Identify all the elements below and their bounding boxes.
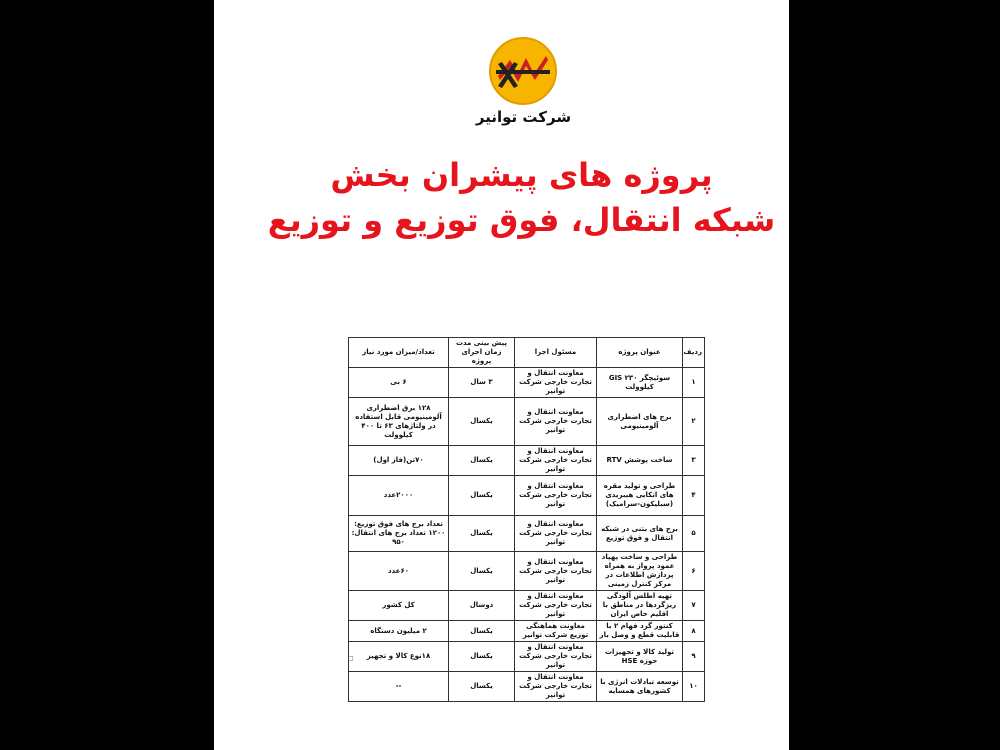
page-title-line1: پروژه های پیشران بخش — [330, 156, 713, 194]
cell-duration: یکسال — [449, 398, 515, 446]
cell-quantity: ۲۰۰۰عدد — [349, 476, 449, 516]
cell-responsible: معاونت انتقال و تجارت خارجی شرکت توانیر — [515, 516, 597, 552]
header-duration: پیش بینی مدت زمان اجرای پروژه — [449, 338, 515, 368]
cell-duration: یکسال — [449, 552, 515, 591]
cell-project: توسعه تبادلات انرژی با کشورهای همسایه — [597, 672, 683, 702]
cell-project: تهیه اطلس آلودگی ریزگردها در مناطق با اقلیم خاص ایران — [597, 591, 683, 621]
cell-row-no: ۳ — [683, 446, 705, 476]
cell-duration: یکسال — [449, 672, 515, 702]
table-row — [349, 446, 705, 476]
table-row — [349, 621, 705, 642]
cell-row-no: ۴ — [683, 476, 705, 516]
cell-row-no: ۵ — [683, 516, 705, 552]
cell-project: کنتور گرد فهام ۲ با قابلیت قطع و وصل بار — [597, 621, 683, 642]
cell-responsible: معاونت انتقال و تجارت خارجی شرکت توانیر — [515, 552, 597, 591]
company-name: شرکت توانیر — [475, 108, 572, 126]
cell-responsible: معاونت انتقال و تجارت خارجی شرکت توانیر — [515, 591, 597, 621]
cell-quantity: ۷۰تن(فاز اول) — [349, 446, 449, 476]
page-title-line2: شبکه انتقال، فوق توزیع و توزیع — [267, 201, 776, 239]
header-responsible: مسئول اجرا — [515, 338, 597, 368]
table-corner-mark: □ — [348, 655, 354, 662]
table-row — [349, 368, 705, 398]
header-quantity: تعداد/میزان مورد نیاز — [349, 338, 449, 368]
cell-quantity: تعداد برج های فوق توزیع: ۱۲۰۰ تعداد برج های انتقال: ۹۵۰ — [349, 516, 449, 552]
cell-quantity: ۶ بی — [349, 368, 449, 398]
cell-project: سوئیچگر GIS ۲۳۰ کیلوولت — [597, 368, 683, 398]
document-page — [214, 0, 789, 750]
header-project: عنوان پروژه — [597, 338, 683, 368]
cell-duration: یکسال — [449, 476, 515, 516]
cell-row-no: ۱۰ — [683, 672, 705, 702]
cell-duration: دوسال — [449, 591, 515, 621]
cell-project: طراحی و ساخت پهپاد عمود پرواز به همراه پردازش اطلاعات در مرکز کنترل زمینی — [597, 552, 683, 591]
cell-duration: ۳ سال — [449, 368, 515, 398]
cell-responsible: معاونت هماهنگی توزیع شرکت توانیر — [515, 621, 597, 642]
cell-quantity: ۱۲۸ برق اضطراری آلومینیومی قابل استفاده در ولتاژهای ۶۳ تا ۴۰۰ کیلوولت — [349, 398, 449, 446]
cell-project: برج های بتنی در شبکه انتقال و فوق توزیع — [597, 516, 683, 552]
projects-table — [348, 337, 705, 702]
table-row — [349, 398, 705, 446]
table-row — [349, 672, 705, 702]
cell-responsible: معاونت انتقال و تجارت خارجی شرکت توانیر — [515, 368, 597, 398]
cell-quantity: -- — [349, 672, 449, 702]
header-row-no: ردیف — [683, 338, 705, 368]
cell-quantity: کل کشور — [349, 591, 449, 621]
cell-project: برج های اضطراری آلومینیومی — [597, 398, 683, 446]
cell-quantity: ۲ میلیون دستگاه — [349, 621, 449, 642]
cell-row-no: ۱ — [683, 368, 705, 398]
cell-row-no: ۷ — [683, 591, 705, 621]
cell-project: طراحی و تولید مقره های اتکایی هیبریدی (سیلیکون-سرامیک) — [597, 476, 683, 516]
cell-responsible: معاونت انتقال و تجارت خارجی شرکت توانیر — [515, 672, 597, 702]
tavanir-logo — [488, 36, 558, 106]
table-row — [349, 642, 705, 672]
cell-row-no: ۶ — [683, 552, 705, 591]
cell-responsible: معاونت انتقال و تجارت خارجی شرکت توانیر — [515, 398, 597, 446]
table-row — [349, 552, 705, 591]
cell-duration: یکسال — [449, 642, 515, 672]
cell-project: ساخت پوشش RTV — [597, 446, 683, 476]
cell-responsible: معاونت انتقال و تجارت خارجی شرکت توانیر — [515, 642, 597, 672]
cell-duration: یکسال — [449, 516, 515, 552]
cell-duration: یکسال — [449, 621, 515, 642]
cell-duration: یکسال — [449, 446, 515, 476]
cell-row-no: ۹ — [683, 642, 705, 672]
table-row — [349, 476, 705, 516]
cell-project: تولید کالا و تجهیزات حوزه HSE — [597, 642, 683, 672]
cell-row-no: ۸ — [683, 621, 705, 642]
cell-quantity: ۱۸نوع کالا و تجهیز — [349, 642, 449, 672]
cell-responsible: معاونت انتقال و تجارت خارجی شرکت توانیر — [515, 476, 597, 516]
cell-row-no: ۲ — [683, 398, 705, 446]
table-header-row — [349, 338, 705, 368]
table-row — [349, 591, 705, 621]
table-row — [349, 516, 705, 552]
cell-responsible: معاونت انتقال و تجارت خارجی شرکت توانیر — [515, 446, 597, 476]
cell-quantity: ۶۰عدد — [349, 552, 449, 591]
